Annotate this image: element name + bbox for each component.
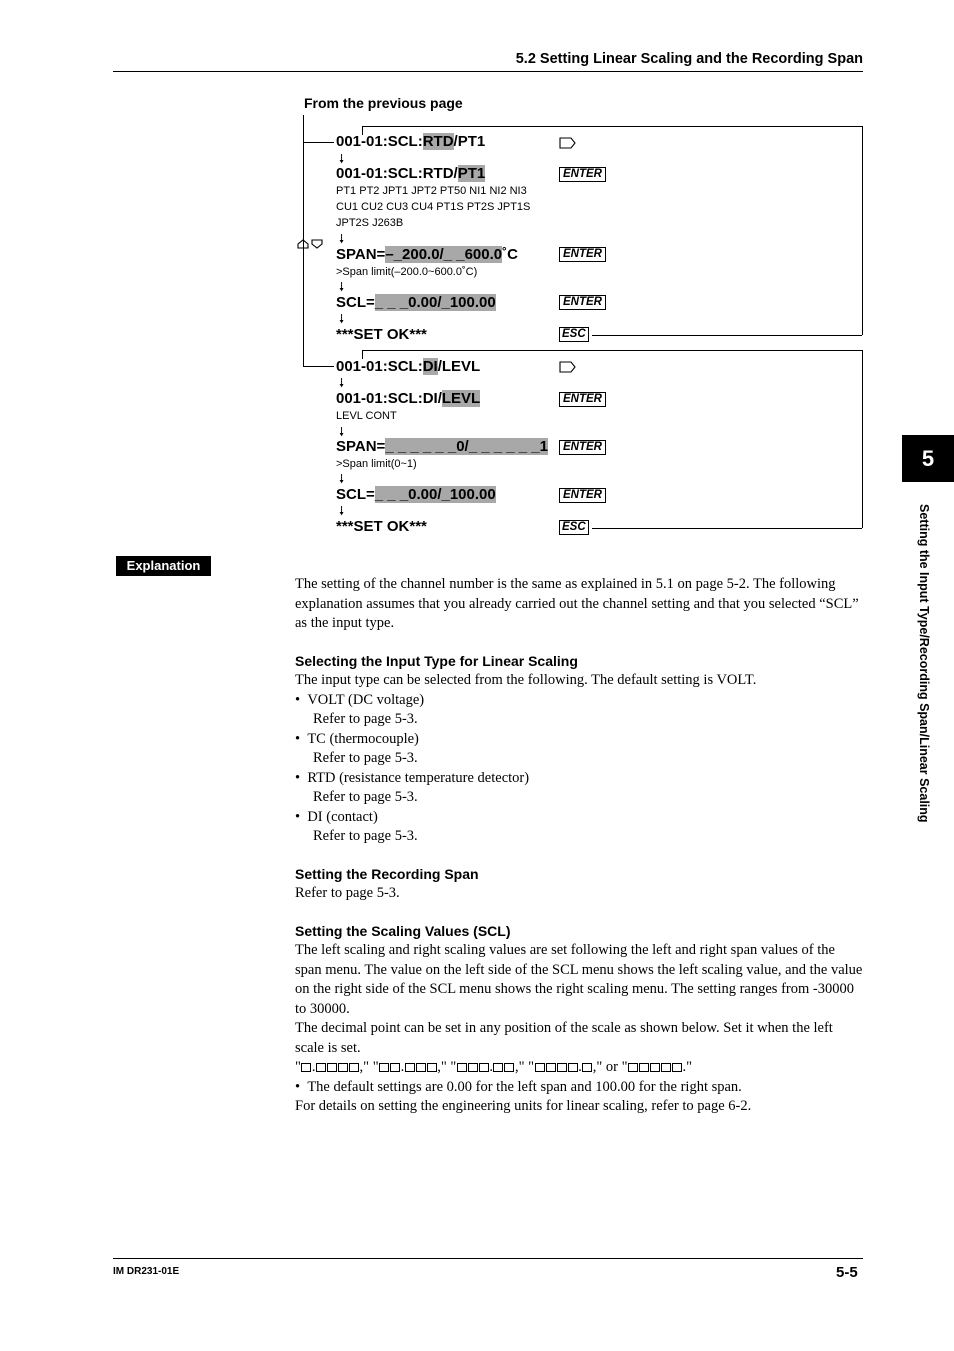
di-loop-top: [362, 350, 862, 351]
down-arrow-icon: 🠗: [339, 152, 345, 166]
list-item: • VOLT (DC voltage): [295, 691, 425, 708]
enter-key: ENTER: [559, 440, 606, 455]
from-previous-label: From the previous page: [304, 95, 463, 111]
details-text: For details on setting the engineering units for linear scaling, refer to page 6-2.: [295, 1098, 752, 1114]
rtd-type-line: 001-01:SCL:RTD/PT1: [336, 165, 486, 182]
header-rule: [113, 71, 863, 72]
default-note: • The default settings are 0.00 for the left span and 100.00 for the right span.: [295, 1078, 742, 1095]
list-item-ref: Refer to page 5-3.: [313, 828, 418, 844]
chapter-tab: 5: [902, 435, 954, 482]
down-arrow-icon: 🠗: [339, 472, 345, 486]
page-number: 5-5: [836, 1264, 858, 1281]
down-arrow-icon: 🠗: [339, 312, 345, 326]
down-arrow-icon: 🠗: [339, 280, 345, 294]
di-scl-line: SCL=_ _ _0.00/_100.00: [336, 486, 496, 503]
list-item-ref: Refer to page 5-3.: [313, 750, 418, 766]
down-arrow-icon: 🠗: [339, 504, 345, 518]
explanation-label: Explanation: [116, 556, 211, 576]
enter-key: ENTER: [559, 167, 606, 182]
explanation-body: [295, 575, 865, 1117]
di-esc-return: [592, 528, 862, 529]
scl-paragraph-2: The decimal point can be set in any position of the scale as shown below. Set it when the left scale is set.: [295, 1020, 833, 1056]
list-item: • DI (contact): [295, 808, 378, 825]
di-types: LEVL CONT: [336, 410, 397, 422]
di-span-line: SPAN=_ _ _ _ _ _0/_ _ _ _ _ _1: [336, 438, 548, 455]
rtd-branch-line: [303, 142, 334, 143]
decimal-point-formats: " . ," " . ," " . ," " . ," or " .": [295, 1059, 693, 1075]
menu-key-icon: [559, 137, 577, 149]
heading-scaling-values: Setting the Scaling Values (SCL): [295, 922, 511, 939]
document-id: IM DR231-01E: [113, 1266, 180, 1277]
intro-paragraph: The setting of the channel number is the same as explained in 5.1 on page 5-2. The following explanation assumes that you already carried out the channel setting and that you selected “SCL” as the input type.: [295, 576, 859, 631]
section-title: 5.2 Setting Linear Scaling and the Recording Span: [515, 51, 863, 67]
span-text: Refer to page 5-3.: [295, 885, 400, 901]
list-item-ref: Refer to page 5-3.: [313, 711, 418, 727]
rtd-set-ok: ***SET OK***: [336, 326, 427, 343]
di-loop-right: [862, 350, 863, 528]
enter-key: ENTER: [559, 247, 606, 262]
down-arrow-icon: 🠗: [339, 376, 345, 390]
rtd-menu-line: 001-01:SCL:RTD/PT1: [336, 133, 486, 150]
rtd-scl-line: SCL=_ _ _0.00/_100.00: [336, 294, 496, 311]
up-down-key-icon: [297, 238, 327, 250]
heading-input-type: Selecting the Input Type for Linear Scaling: [295, 652, 578, 669]
rtd-types-2: CU1 CU2 CU3 CU4 PT1S PT2S JPT1S: [336, 201, 531, 213]
footer-rule: [113, 1258, 863, 1259]
scl-paragraph-1: The left scaling and right scaling values are set following the left and right span values of the span menu. The value on the left side of the SCL menu shows the left scaling value, and the value on the right side of the SCL menu shows the right scaling menu. The setting ranges from -30000 to 30000.: [295, 942, 863, 1017]
esc-key: ESC: [559, 327, 589, 342]
rtd-span-line: SPAN=–_200.0/_ _600.0˚C: [336, 246, 518, 263]
down-arrow-icon: 🠗: [339, 232, 345, 246]
rtd-span-limit: >Span limit(–200.0~600.0˚C): [336, 266, 478, 278]
menu-key-icon: [559, 361, 577, 373]
list-item: • RTD (resistance temperature detector): [295, 769, 530, 786]
enter-key: ENTER: [559, 295, 606, 310]
enter-key: ENTER: [559, 392, 606, 407]
esc-key: ESC: [559, 520, 589, 535]
rtd-loop-top: [362, 126, 862, 127]
di-menu-line: 001-01:SCL:DI/LEVL: [336, 358, 481, 375]
heading-recording-span: Setting the Recording Span: [295, 865, 479, 882]
down-arrow-icon: 🠗: [339, 425, 345, 439]
list-item-ref: Refer to page 5-3.: [313, 789, 418, 805]
input-type-text: The input type can be selected from the following. The default setting is VOLT.: [295, 672, 757, 688]
rtd-loop-right: [862, 126, 863, 335]
di-set-ok: ***SET OK***: [336, 518, 427, 535]
rtd-esc-return: [592, 335, 862, 336]
rtd-types-1: PT1 PT2 JPT1 JPT2 PT50 NI1 NI2 NI3: [336, 185, 527, 197]
di-type-line: 001-01:SCL:DI/LEVL: [336, 390, 481, 407]
rtd-types-3: JPT2S J263B: [336, 217, 404, 229]
enter-key: ENTER: [559, 488, 606, 503]
di-span-limit: >Span limit(0~1): [336, 458, 417, 470]
chapter-side-title: Setting the Input Type/Recording Span/Linear Scaling: [917, 504, 931, 823]
di-branch-line: [303, 366, 334, 367]
list-item: • TC (thermocouple): [295, 730, 419, 747]
